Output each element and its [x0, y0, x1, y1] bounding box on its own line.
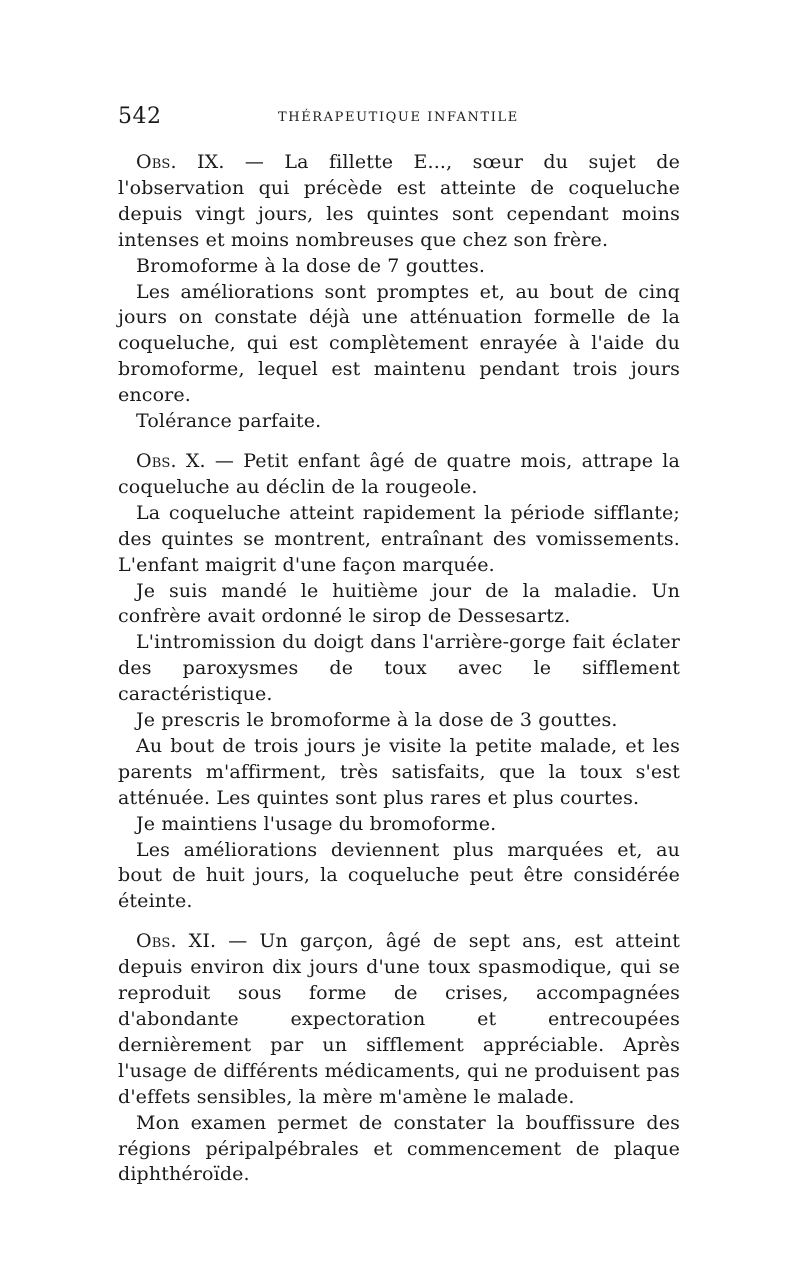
paragraph: Les améliorations deviennent plus marquées et, au bout de huit jours, la coqueluche peut être considérée éteinte. — [118, 838, 680, 913]
paragraph: Les améliorations sont promptes et, au bout de cinq jours on constate déjà une atténuation formelle de la coqueluche, qui est complètement enrayée à l'aide du bromoforme, lequel est maintenu pendant trois jours encore. — [118, 280, 680, 407]
paragraph: Tolérance parfaite. — [136, 410, 322, 433]
paragraph: Je maintiens l'usage du bromoforme. — [136, 812, 497, 835]
paragraph: Mon examen permet de constater la bouffissure des régions péripalpébrales et commencement de plaque diphthéroïde. — [118, 1111, 680, 1186]
observation-label: Obs. IX. — [136, 151, 225, 173]
paragraph: Je suis mandé le huitième jour de la maladie. Un confrère avait ordonné le sirop de Dessesartz. — [118, 579, 680, 628]
running-head — [118, 104, 680, 134]
paragraph: Au bout de trois jours je visite la petite malade, et les parents m'affirment, très satisfaits, que la toux s'est atténuée. Les quintes sont plus rares et plus courtes. — [118, 734, 680, 809]
running-title: THÉRAPEUTIQUE INFANTILE — [278, 110, 519, 125]
observation-label: Obs. X. — [136, 449, 206, 472]
observation-ix-paragraph: Obs. IX. — La fillette E..., sœur du sujet de l'observation qui précède est atteinte de coqueluche depuis vingt jours, les quintes sont cependant moins intenses et moins nombreuses que chez son frère. — [118, 151, 681, 251]
paragraph: Je prescris le bromoforme à la dose de 3 gouttes. — [136, 709, 618, 732]
page-number: 542 — [118, 104, 162, 129]
observation-label: Obs. XI. — [136, 930, 217, 953]
paragraph: La coqueluche atteint rapidement la période sifflante; des quintes se montrent, entraînant des vomissements. L'enfant maigrit d'une façon marquée. — [118, 501, 680, 576]
body-text — [118, 150, 680, 1188]
observation-xi-paragraph: Obs. XI. — Un garçon, âgé de sept ans, est atteint depuis environ dix jours d'une toux spasmodique, qui se reproduit sous forme de crises, accompagnées d'abondante expectoration et entrecoupées dernièrement par un sifflement appréciable. Après l'usage de différents médicaments, qui ne produisent pas d'effets sensibles, la mère m'amène le malade. — [118, 930, 681, 1108]
paragraph: Bromoforme à la dose de 7 gouttes. — [136, 254, 486, 277]
observation-x-paragraph: Obs. X. — Petit enfant âgé de quatre mois, attrape la coqueluche au déclin de la rougeole. — [118, 449, 680, 498]
paragraph: L'intromission du doigt dans l'arrière-gorge fait éclater des paroxysmes de toux avec le sifflement caractéristique. — [118, 631, 680, 706]
book-page — [118, 104, 680, 1188]
